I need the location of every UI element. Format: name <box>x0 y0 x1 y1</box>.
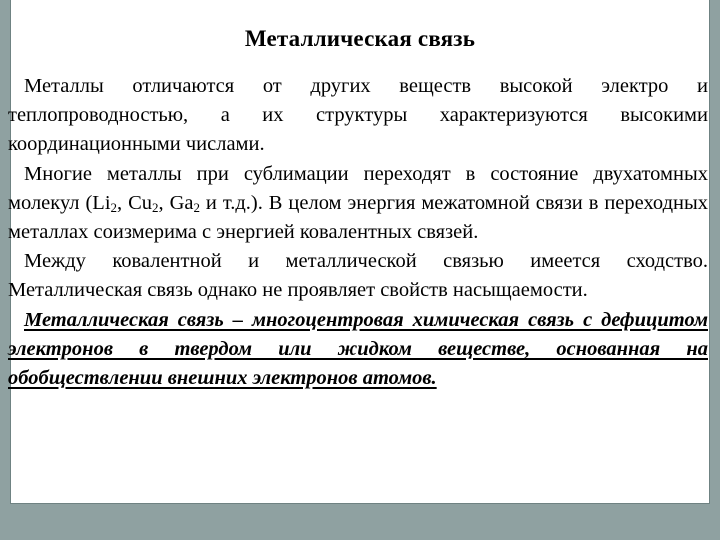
paragraph-definition <box>8 306 708 394</box>
molecule-li2: $Li_2$ <box>92 191 118 215</box>
molecule-cu2: $Cu_2$ <box>128 191 159 215</box>
molecule-ga2: $Ga_2$ <box>169 191 200 215</box>
definition-text: Металлическая связь – многоцентровая химическая связь с дефицитом электронов в твердом или жидком веществе, основанная на обобществлении внешних электронов атомов. <box>8 308 708 390</box>
p2-tail: и т.д.). В целом энергия межатомной связи в переходных металлах соизмерима с энергией ковалентных связей. <box>8 191 709 244</box>
paragraph-similarity: Между ковалентной и металлической связью имеется сходство. Металлическая связь однако не проявляет свойств насыщаемости. <box>8 250 708 302</box>
bottom-border-bar <box>0 504 720 540</box>
p2-lead: Многие металлы при сублимации переходят в состояние двухатомных молекул ( <box>8 162 708 214</box>
paragraph-properties: Металлы отличаются от других веществ высокой электро и теплопроводностью, а их структуры характеризуются высокими координационными числами. <box>8 75 708 156</box>
paragraph-sublimation: Многие металлы при сублимации переходят в состояние двухатомных молекул ($Li_2$, $Cu_2$, $Ga_2$ и т.д.). В целом энергия межатомной связи в переходных металлах соизмерима с энергией ковалентных связей. <box>8 162 709 244</box>
slide-body <box>8 72 708 393</box>
right-border-bar <box>710 0 720 540</box>
slide-title: Металлическая связь <box>244 26 476 51</box>
